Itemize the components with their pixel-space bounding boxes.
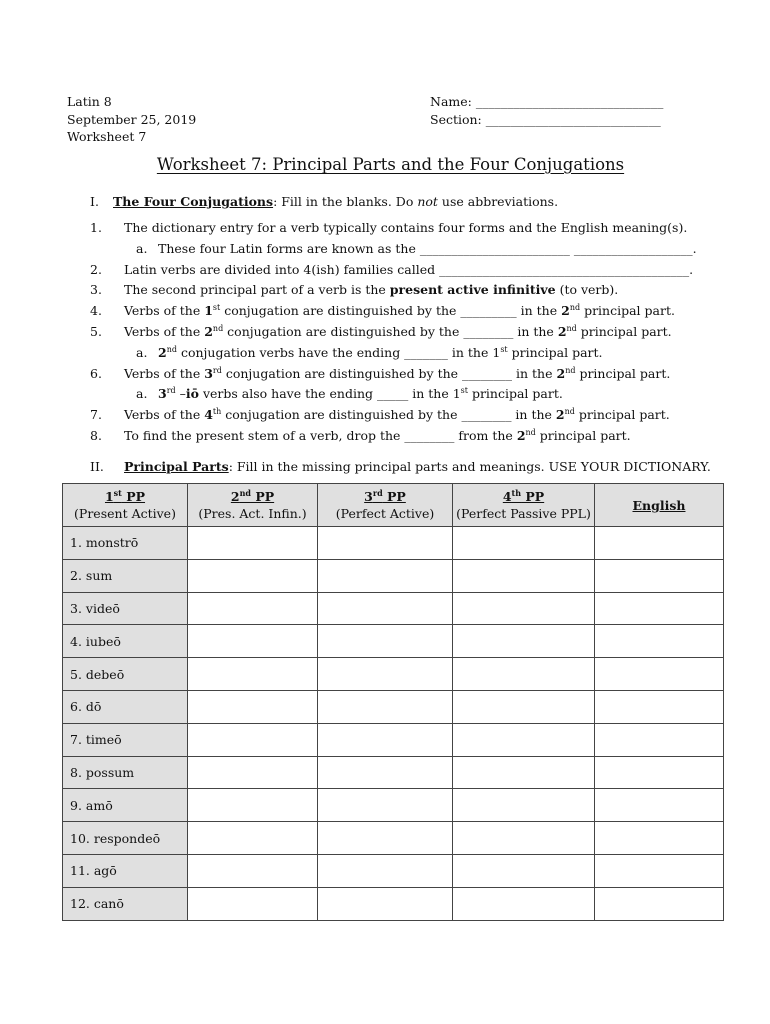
page-title: Worksheet 7: Principal Parts and the Four Conjugations bbox=[156, 155, 625, 174]
question-8: 8. To find the present stem of a verb, drop the ________ from the 2nd principal part. bbox=[90, 427, 631, 443]
table-row bbox=[63, 887, 724, 920]
verb-cell: 6. dō bbox=[63, 690, 188, 723]
answer-cell[interactable] bbox=[318, 592, 453, 625]
question-7: 7. Verbs of the 4th conjugation are distinguished by the ________ in the 2nd principal part. bbox=[90, 407, 670, 423]
question-2: 2. Latin verbs are divided into 4(ish) families called ________________________________________. bbox=[90, 261, 694, 277]
table-row bbox=[63, 756, 724, 789]
worksheet-date: September 25, 2019 bbox=[67, 111, 197, 127]
verb-cell: 3. videō bbox=[63, 592, 188, 625]
column-header-4th-pp: 4th PP (Perfect Passive PPL) bbox=[453, 484, 595, 527]
answer-cell[interactable] bbox=[595, 723, 724, 756]
answer-cell[interactable] bbox=[453, 887, 595, 920]
verb-cell: 11. agō bbox=[63, 854, 188, 887]
answer-cell[interactable] bbox=[188, 559, 318, 592]
question-5a: a. 2nd conjugation verbs have the ending _______ in the 1st principal part. bbox=[136, 344, 603, 360]
answer-cell[interactable] bbox=[188, 723, 318, 756]
principal-parts-table bbox=[62, 483, 724, 921]
answer-cell[interactable] bbox=[318, 625, 453, 658]
verb-cell: 10. respondeō bbox=[63, 822, 188, 855]
verb-cell: 9. amō bbox=[63, 789, 188, 822]
question-4: 4. Verbs of the 1st conjugation are distinguished by the _________ in the 2nd principal part. bbox=[90, 303, 675, 319]
verb-cell: 5. debeō bbox=[63, 658, 188, 691]
answer-cell[interactable] bbox=[188, 789, 318, 822]
answer-cell[interactable] bbox=[453, 625, 595, 658]
answer-cell[interactable] bbox=[188, 690, 318, 723]
answer-cell[interactable] bbox=[188, 854, 318, 887]
table-row bbox=[63, 854, 724, 887]
verb-cell: 4. iubeō bbox=[63, 625, 188, 658]
table-row bbox=[63, 723, 724, 756]
answer-cell[interactable] bbox=[318, 527, 453, 560]
answer-cell[interactable] bbox=[453, 854, 595, 887]
answer-cell[interactable] bbox=[188, 658, 318, 691]
answer-cell[interactable] bbox=[318, 887, 453, 920]
answer-cell[interactable] bbox=[453, 592, 595, 625]
name-field[interactable]: Name: ______________________________ bbox=[430, 94, 664, 109]
answer-cell[interactable] bbox=[595, 592, 724, 625]
answer-cell[interactable] bbox=[595, 690, 724, 723]
answer-cell[interactable] bbox=[595, 756, 724, 789]
answer-cell[interactable] bbox=[595, 559, 724, 592]
table-row bbox=[63, 527, 724, 560]
answer-cell[interactable] bbox=[318, 789, 453, 822]
answer-cell[interactable] bbox=[188, 527, 318, 560]
question-6: 6. Verbs of the 3rd conjugation are distinguished by the ________ in the 2nd principal part. bbox=[90, 365, 671, 381]
answer-cell[interactable] bbox=[595, 658, 724, 691]
answer-cell[interactable] bbox=[595, 789, 724, 822]
column-header-3rd-pp: 3rd PP (Perfect Active) bbox=[318, 484, 453, 527]
answer-cell[interactable] bbox=[318, 690, 453, 723]
course-name: Latin 8 bbox=[67, 94, 112, 109]
answer-cell[interactable] bbox=[453, 658, 595, 691]
section-field[interactable]: Section: ____________________________ bbox=[430, 111, 661, 127]
column-header-english: English bbox=[595, 484, 724, 527]
answer-cell[interactable] bbox=[453, 690, 595, 723]
answer-cell[interactable] bbox=[188, 625, 318, 658]
table-row bbox=[63, 559, 724, 592]
table-row bbox=[63, 690, 724, 723]
verb-cell: 8. possum bbox=[63, 756, 188, 789]
answer-cell[interactable] bbox=[453, 756, 595, 789]
section-2-heading: II. Principal Parts: Fill in the missing principal parts and meanings. USE YOUR DICTIONARY. bbox=[90, 459, 711, 474]
table-row bbox=[63, 789, 724, 822]
table-body bbox=[63, 527, 724, 921]
answer-cell[interactable] bbox=[453, 527, 595, 560]
verb-cell: 2. sum bbox=[63, 559, 188, 592]
answer-cell[interactable] bbox=[188, 756, 318, 789]
table-row bbox=[63, 658, 724, 691]
answer-cell[interactable] bbox=[595, 887, 724, 920]
table-row bbox=[63, 625, 724, 658]
answer-cell[interactable] bbox=[453, 822, 595, 855]
verb-cell: 1. monstrō bbox=[63, 527, 188, 560]
question-list bbox=[90, 218, 697, 447]
answer-cell[interactable] bbox=[188, 887, 318, 920]
column-header-1st-pp: 1st PP (Present Active) bbox=[63, 484, 188, 527]
worksheet-number: Worksheet 7 bbox=[67, 129, 147, 144]
answer-cell[interactable] bbox=[453, 723, 595, 756]
question-5: 5. Verbs of the 2nd conjugation are distinguished by the ________ in the 2nd principal part. bbox=[90, 323, 672, 339]
answer-cell[interactable] bbox=[188, 592, 318, 625]
answer-cell[interactable] bbox=[318, 756, 453, 789]
section-1-heading: I. The Four Conjugations: Fill in the blanks. Do not use abbreviations. bbox=[90, 194, 559, 209]
answer-cell[interactable] bbox=[453, 789, 595, 822]
answer-cell[interactable] bbox=[318, 854, 453, 887]
header-left bbox=[67, 93, 196, 146]
answer-cell[interactable] bbox=[595, 822, 724, 855]
question-1a: a. These four Latin forms are known as the ________________________ ___________________. bbox=[136, 240, 697, 256]
answer-cell[interactable] bbox=[188, 822, 318, 855]
answer-cell[interactable] bbox=[595, 854, 724, 887]
answer-cell[interactable] bbox=[318, 559, 453, 592]
column-header-2nd-pp: 2nd PP (Pres. Act. Infin.) bbox=[188, 484, 318, 527]
answer-cell[interactable] bbox=[595, 625, 724, 658]
table-row bbox=[63, 592, 724, 625]
table-row bbox=[63, 822, 724, 855]
answer-cell[interactable] bbox=[318, 723, 453, 756]
answer-cell[interactable] bbox=[318, 822, 453, 855]
table-header-row bbox=[63, 484, 724, 527]
question-1: 1. The dictionary entry for a verb typically contains four forms and the English meaning(s). bbox=[90, 220, 688, 235]
header-right bbox=[430, 93, 663, 128]
answer-cell[interactable] bbox=[318, 658, 453, 691]
verb-cell: 12. canō bbox=[63, 887, 188, 920]
answer-cell[interactable] bbox=[453, 559, 595, 592]
answer-cell[interactable] bbox=[595, 527, 724, 560]
question-3: 3. The second principal part of a verb is the present active infinitive (to verb). bbox=[90, 282, 619, 298]
verb-cell: 7. timeō bbox=[63, 723, 188, 756]
question-6a: a. 3rd –iō verbs also have the ending _____ in the 1st principal part. bbox=[136, 386, 563, 402]
